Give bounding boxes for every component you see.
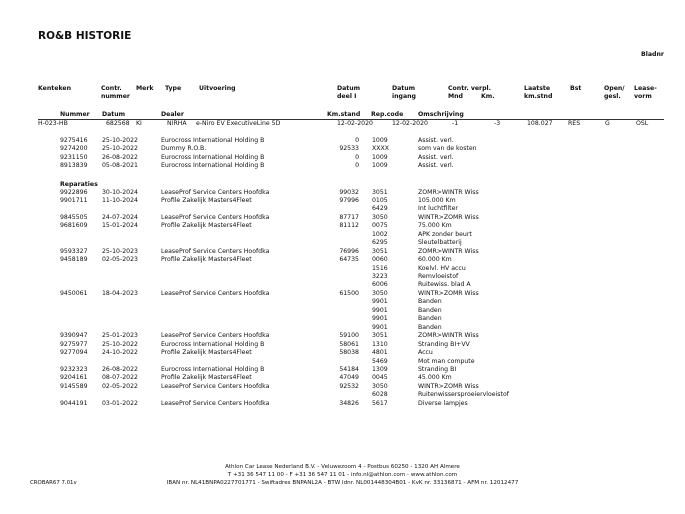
- col-kenteken: Kenteken: [38, 85, 71, 92]
- entry-datum: 02-05-2023: [102, 256, 138, 264]
- col-datum-deel1-2: deel I: [337, 93, 357, 100]
- entry-dealer: Eurocross International Holding B: [161, 137, 265, 144]
- entry-nummer: 9681609: [60, 222, 88, 230]
- vehicle-km: -3: [494, 120, 501, 127]
- vehicle-datum-ingang: 12-02-2020: [392, 120, 428, 127]
- vehicle-kenteken: H-023-HB: [38, 120, 68, 127]
- col-km: Km.: [481, 93, 495, 100]
- col-kmstand: Km.stand: [327, 111, 361, 118]
- entry-repcode: 9901: [372, 306, 388, 314]
- entry-omschrijving: Assist. verl.: [418, 153, 454, 161]
- entry-datum: 24-10-2022: [102, 349, 138, 357]
- col-type: Type: [165, 85, 182, 92]
- entry-repcode: 1310: [372, 340, 388, 348]
- entry-omschrijving: WINTR>ZOMR Wiss: [418, 213, 479, 221]
- form-code: CROBAR67 7.01v: [30, 480, 77, 486]
- footer-contact: T +31 36 547 11 00 - F +31 36 547 11 01 - info.nl@athlon.com - www.athlon.com: [227, 472, 458, 478]
- entry-omschrijving: Diverse lampjes: [418, 399, 468, 407]
- entry-repcode: 9901: [372, 298, 388, 306]
- entry-datum: 03-01-2022: [102, 399, 138, 407]
- entry-nummer: 9901711: [60, 196, 88, 204]
- entry-km: 81112: [339, 222, 359, 230]
- col-uitvoering: Uitvoering: [199, 85, 236, 92]
- entry-nummer: 9274200: [60, 145, 88, 153]
- entry-km: 47049: [339, 374, 359, 382]
- entry-nummer: 9275977: [60, 340, 88, 348]
- col-laatste-1: Laatste: [524, 85, 551, 92]
- entry-dealer: LeaseProf Service Centers Hoofdka: [161, 382, 270, 390]
- vehicle-bst: RES: [568, 120, 581, 127]
- entry-repcode: 1009: [372, 162, 388, 170]
- entry-repcode: 3051: [372, 188, 388, 196]
- entry-omschrijving: Remvloeistof: [418, 273, 459, 280]
- entry-km: 58061: [339, 340, 359, 348]
- col-datum: Datum: [102, 111, 126, 118]
- entry-km: 58038: [339, 349, 359, 357]
- entry-repcode: 9901: [372, 323, 388, 331]
- entry-datum: 30-10-2024: [102, 188, 138, 196]
- entry-km: 0: [355, 153, 359, 161]
- entry-dealer: LeaseProf Service Centers Hoofdka: [161, 289, 270, 297]
- entry-dealer: LeaseProf Service Centers Hoofdka: [161, 247, 270, 255]
- vehicle-merk: KI: [136, 120, 142, 127]
- entry-omschrijving: Assist. verl.: [418, 137, 454, 144]
- entry-dealer: Profile Zakelijk Masters4Fleet: [161, 222, 252, 230]
- col-contract-2: nummer: [101, 93, 130, 100]
- entry-omschrijving: APK zonder beurt: [418, 230, 472, 238]
- entry-nummer: 9922896: [60, 188, 88, 196]
- entry-repcode: 6295: [372, 239, 388, 247]
- entry-km: 87717: [339, 213, 359, 221]
- entry-omschrijving: Int luchtfilter: [418, 205, 458, 213]
- entry-nummer: 9044191: [60, 399, 88, 407]
- col-open-2: gesl.: [604, 93, 621, 100]
- col-datum-ingang-2: ingang: [392, 93, 416, 100]
- entry-omschrijving: Stranding BI+VV: [418, 340, 470, 348]
- entry-omschrijving: Koelvl. HV accu: [418, 264, 466, 272]
- entry-datum: 18-04-2023: [102, 289, 138, 297]
- entry-repcode: 4801: [372, 349, 388, 357]
- entry-nummer: 9232323: [60, 365, 88, 373]
- footer-address: Athlon Car Lease Nederland B.V. - Veluwezoom 4 - Postbus 60250 - 1320 AH Almere: [225, 464, 460, 470]
- col-dealer: Dealer: [161, 111, 184, 118]
- entry-nummer: 9390947: [60, 332, 88, 340]
- entry-omschrijving: Mot man compute: [418, 357, 475, 365]
- entry-repcode: 3050: [372, 289, 388, 297]
- entry-datum: 26-08-2022: [102, 365, 138, 373]
- entry-omschrijving: Ruitewiss. blad A: [418, 281, 471, 289]
- entry-omschrijving: WINTR>ZOMR Wiss: [418, 382, 479, 390]
- col-lease-1: Lease-: [634, 85, 657, 92]
- entry-repcode: 5469: [372, 357, 388, 365]
- entry-repcode: 3051: [372, 247, 388, 255]
- col-contract-1: Contr.: [101, 85, 122, 92]
- entry-datum: 24-07-2024: [102, 213, 138, 221]
- entry-omschrijving: som van de kosten: [418, 145, 477, 153]
- entry-omschrijving: Banden: [418, 315, 442, 323]
- entry-omschrijving: WINTR>ZOMR Wiss: [418, 289, 479, 297]
- entry-omschrijving: Accu: [418, 349, 433, 357]
- entry-datum: 11-10-2024: [102, 196, 138, 204]
- entry-datum: 15-01-2024: [102, 222, 138, 230]
- entry-km: 92532: [339, 382, 359, 390]
- entry-km: 59100: [339, 332, 359, 340]
- entry-repcode: 1309: [372, 365, 388, 373]
- vehicle-contract: 682568: [106, 120, 130, 127]
- entry-datum: 25-10-2022: [102, 340, 138, 348]
- entry-nummer: 9458189: [60, 256, 88, 264]
- entry-dealer: Dummy R.O.B.: [161, 145, 207, 153]
- entry-omschrijving: Banden: [418, 323, 442, 331]
- entry-nummer: 9450061: [60, 289, 88, 297]
- entry-omschrijving: ZOMR>WINTR Wiss: [418, 247, 479, 255]
- entry-dealer: Eurocross International Holding B: [161, 162, 265, 170]
- entry-repcode: 6429: [372, 205, 388, 213]
- entry-repcode: 3223: [372, 273, 388, 280]
- entry-omschrijving: ZOMR>WINTR Wiss: [418, 188, 479, 196]
- entry-km: 61500: [339, 289, 359, 297]
- entry-nummer: 9275416: [60, 137, 88, 144]
- entry-nummer: 9277094: [60, 349, 88, 357]
- entry-repcode: 1009: [372, 137, 388, 144]
- vehicle-uitvoering: e-Niro EV ExecutiveLine 5D: [196, 120, 281, 127]
- entry-dealer: LeaseProf Service Centers Hoofdka: [161, 213, 270, 221]
- entry-repcode: 3050: [372, 382, 388, 390]
- entry-repcode: 1002: [372, 230, 388, 238]
- vehicle-open: G: [605, 120, 610, 127]
- entry-repcode: 1009: [372, 153, 388, 161]
- entry-repcode: XXXX: [372, 145, 389, 153]
- entry-km: 34826: [339, 399, 359, 407]
- entry-omschrijving: Banden: [418, 306, 442, 314]
- entry-omschrijving: Assist. verl.: [418, 162, 454, 170]
- entry-repcode: 9901: [372, 315, 388, 323]
- entry-repcode: 0045: [372, 374, 388, 382]
- entry-km: 54184: [339, 365, 359, 373]
- entry-dealer: Eurocross International Holding B: [161, 153, 265, 161]
- vehicle-lease: OSL: [636, 120, 649, 127]
- entry-dealer: Eurocross International Holding B: [161, 340, 265, 348]
- entry-dealer: LeaseProf Service Centers Hoofdka: [161, 188, 270, 196]
- entry-datum: 26-08-2022: [102, 153, 138, 161]
- page-title: RO&B HISTORIE: [38, 30, 132, 42]
- entry-repcode: 6028: [372, 391, 388, 399]
- entry-nummer: 8913839: [60, 162, 88, 170]
- col-lease-2: vorm: [634, 93, 652, 100]
- entry-repcode: 3050: [372, 213, 388, 221]
- entry-omschrijving: Banden: [418, 298, 442, 306]
- page-number-label: Bladnr: [641, 51, 664, 58]
- entry-dealer: LeaseProf Service Centers Hoofdka: [161, 332, 270, 340]
- entry-omschrijving: 45.000 Km: [418, 374, 452, 382]
- entry-km: 0: [355, 162, 359, 170]
- reparaties-heading: Reparaties: [60, 181, 98, 188]
- entry-km: 0: [355, 137, 359, 144]
- col-mnd: Mnd: [448, 93, 463, 100]
- col-datum-deel1-1: Datum: [337, 85, 361, 92]
- entry-omschrijving: 60.000 Km: [418, 256, 452, 264]
- vehicle-type: NIRHA: [167, 120, 187, 127]
- col-datum-ingang-1: Datum: [392, 85, 416, 92]
- entry-dealer: Profile Zakelijk Masters4Fleet: [161, 196, 252, 204]
- entry-km: 99032: [339, 188, 359, 196]
- entry-datum: 25-10-2023: [102, 247, 138, 255]
- entry-nummer: 9593327: [60, 247, 88, 255]
- entry-datum: 08-07-2022: [102, 374, 138, 382]
- entry-dealer: Eurocross International Holding B: [161, 365, 265, 373]
- entry-repcode: 1516: [372, 264, 388, 272]
- entry-nummer: 9204161: [60, 374, 88, 382]
- entry-km: 76996: [339, 247, 359, 255]
- entry-nummer: 9231150: [60, 153, 88, 161]
- entry-dealer: Profile Zakelijk Masters4Fleet: [161, 349, 252, 357]
- col-open-1: Open/: [604, 85, 625, 92]
- entry-repcode: 0105: [372, 196, 388, 204]
- footer-bank: IBAN nr. NL41BNPA0227701771 - Swiftadres BNPANL2A - BTW ldnr. NL001448304B01 - KvK nr. 33136871 - AFM nr. 12012477: [166, 480, 519, 486]
- entry-omschrijving: 75.000 Km: [418, 222, 452, 230]
- col-nummer: Nummer: [60, 111, 90, 118]
- col-laatste-2: km.stnd: [524, 93, 553, 100]
- entry-datum: 05-08-2021: [102, 162, 138, 170]
- entry-repcode: 3051: [372, 332, 388, 340]
- entry-km: 92533: [339, 145, 359, 153]
- col-merk: Merk: [136, 85, 154, 92]
- entry-repcode: 6006: [372, 281, 388, 289]
- entry-datum: 25-10-2022: [102, 137, 138, 144]
- col-repcode: Rep.code: [371, 111, 404, 118]
- entry-km: 97996: [339, 196, 359, 204]
- entry-datum: 25-10-2022: [102, 145, 138, 153]
- entry-km: 64735: [339, 256, 359, 264]
- entry-omschrijving: Sleutelbatterij: [418, 239, 462, 247]
- entry-dealer: LeaseProf Service Centers Hoofdka: [161, 399, 270, 407]
- entry-datum: 02-05-2022: [102, 382, 138, 390]
- vehicle-mnd: -1: [452, 120, 459, 127]
- entry-nummer: 9845505: [60, 213, 88, 221]
- entry-omschrijving: 105.000 Km: [418, 196, 456, 204]
- col-bst: Bst: [570, 85, 582, 92]
- entry-omschrijving: Ruitenwissersproeiervloeistof: [418, 391, 509, 399]
- entry-dealer: Profile Zakelijk Masters4Fleet: [161, 256, 252, 264]
- entry-datum: 25-01-2023: [102, 332, 138, 340]
- entry-omschrijving: Stranding BI: [418, 365, 457, 373]
- col-omschrijving: Omschrijving: [418, 111, 464, 118]
- col-contr-verpl: Contr. verpl.: [448, 85, 492, 92]
- entry-nummer: 9145589: [60, 382, 88, 390]
- entry-repcode: 0060: [372, 256, 388, 264]
- vehicle-datum-deel1: 12-02-2020: [337, 120, 373, 127]
- vehicle-laatste-km: 108.027: [527, 120, 553, 127]
- entry-repcode: 5617: [372, 399, 388, 407]
- entry-dealer: Profile Zakelijk Masters4Fleet: [161, 374, 252, 382]
- entry-omschrijving: ZOMR>WINTR Wiss: [418, 332, 479, 340]
- entry-repcode: 0075: [372, 222, 388, 230]
